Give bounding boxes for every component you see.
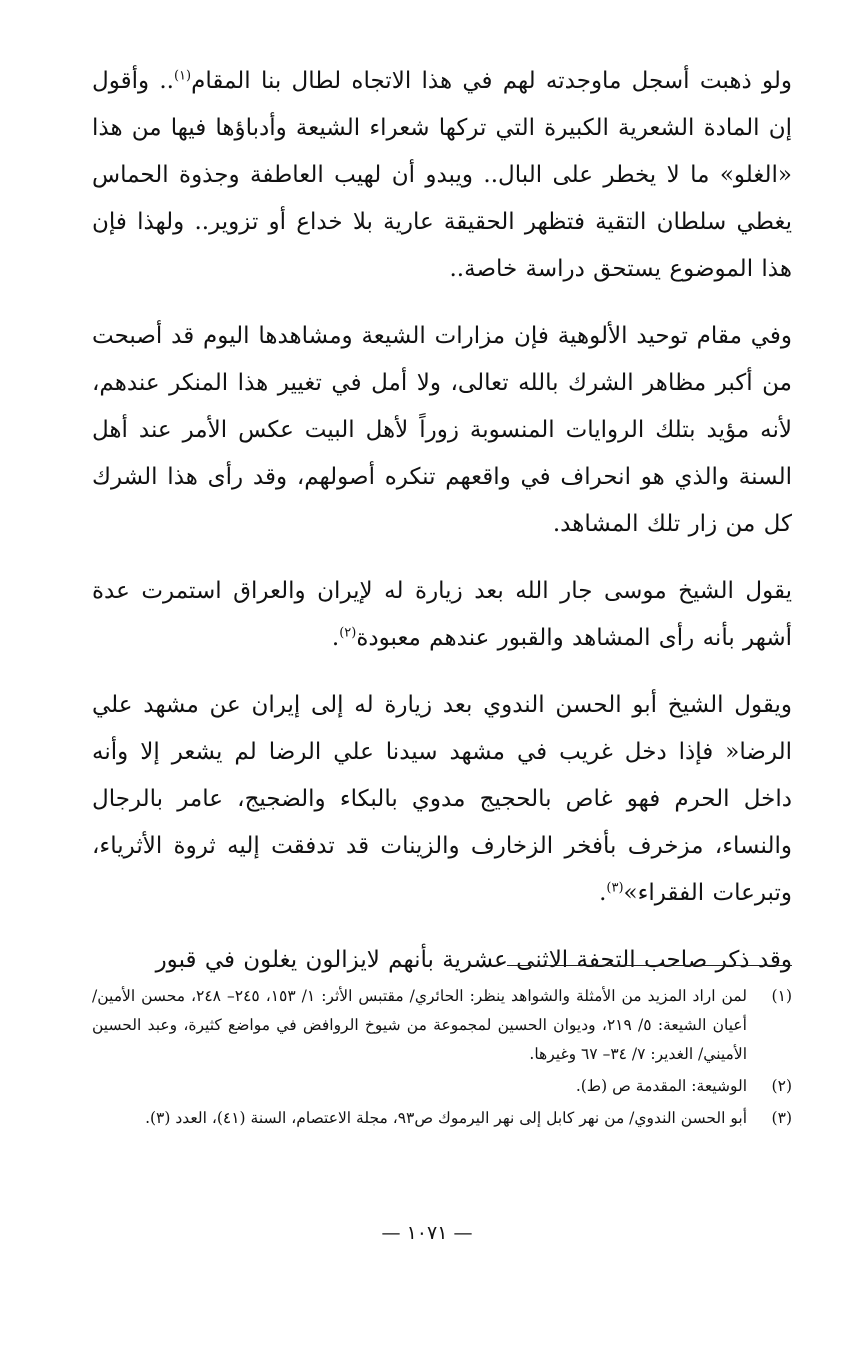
footnote-text: أبو الحسن الندوي/ من نهر كابل إلى نهر اليرموك ص٩٣، مجلة الاعتصام، السنة (٤١)، العدد (٣). <box>145 1109 747 1127</box>
footnote-ref-1: (١) <box>173 68 192 84</box>
paragraph-3-text: يقول الشيخ موسى جار الله بعد زيارة له لإيران والعراق استمرت عدة أشهر بأنه رأى المشاهد والقبور عندهم معبودة <box>92 578 792 651</box>
footnote-3 <box>92 1104 792 1133</box>
footnotes <box>92 982 792 1136</box>
paragraph-2 <box>92 313 792 548</box>
footnote-number: (٣) <box>771 1109 792 1127</box>
footnote-2 <box>92 1072 792 1101</box>
paragraph-4-text: ويقول الشيخ أبو الحسن الندوي بعد زيارة له إلى إيران عن مشهد علي الرضا« فإذا دخل غريب في مشهد سيدنا علي الرضا لم يشعر إلا وأنه داخل الحرم فهو غاص بالحجيج مدوي بالبكاء والضجيج، عامر بالرجال والنساء، مزخرف بأفخر الزخارف والزينات قد تدفقت إليه ثروة الأثرياء، وتبرعات الفقراء» <box>92 692 792 906</box>
footnote-1 <box>92 982 792 1069</box>
paragraph-4-text-cont: . <box>599 880 607 906</box>
footnote-number: (١) <box>771 987 792 1005</box>
paragraph-3-text-cont: . <box>331 625 340 651</box>
paragraph-3 <box>92 568 792 662</box>
paragraph-5-text: وقد ذكر صاحب التحفة الاثنى عشرية بأنهم لايزالون يغلون في قبور <box>155 947 792 973</box>
main-text <box>92 58 792 984</box>
page-number: — ١٠٧١ — <box>381 1222 473 1244</box>
footnote-number: (٢) <box>771 1077 792 1095</box>
paragraph-4 <box>92 682 792 917</box>
footnote-text: الوشيعة: المقدمة ص (ط). <box>575 1077 747 1095</box>
paragraph-5 <box>92 937 792 984</box>
footnote-text: لمن اراد المزيد من الأمثلة والشواهد ينظر: الحائري/ مقتبس الأثر: ١/ ١٥٣، ٢٤٥– ٢٤٨، محسن الأمين/ أعيان الشيعة: ٥/ ٢١٩، وديوان الحسين لمجموعة من شيوخ الروافض في مواضع كثيرة، وعبد الحسين الأميني/ الغدير: ٧/ ٣٤– ٦٧ وغيرها. <box>92 987 747 1063</box>
footnote-ref-3: (٣) <box>606 880 624 896</box>
paragraph-2-text: وفي مقام توحيد الألوهية فإن مزارات الشيعة ومشاهدها اليوم قد أصبحت من أكبر مظاهر الشرك بالله تعالى، ولا أمل في تغيير هذا المنكر عندهم، لأنه مؤيد بتلك الروايات المنسوبة زوراً لأهل البيت عكس الأمر عند أهل السنة والذي هو انحراف في واقعهم تنكره أصولهم، وقد رأى هذا الشرك كل من زار تلك المشاهد. <box>92 323 792 537</box>
paragraph-1 <box>92 58 792 293</box>
paragraph-1-text-cont: .. وأقول إن المادة الشعرية الكبيرة التي تركها شعراء الشيعة وأدباؤها فيها من هذا «الغلو» ما لا يخطر على البال.. ويبدو أن لهيب العاطفة وجذوة الحماس يغطي سلطان التقية فتظهر الحقيقة عارية بلا خداع أو تزوير.. ولهذا فإن هذا الموضوع يستحق دراسة خاصة.. <box>92 68 792 282</box>
paragraph-1-text: ولو ذهبت أسجل ماوجدته لهم في هذا الاتجاه لطال بنا المقام <box>191 68 792 94</box>
footnote-divider <box>507 965 792 966</box>
footnote-ref-2: (٢) <box>339 625 357 641</box>
